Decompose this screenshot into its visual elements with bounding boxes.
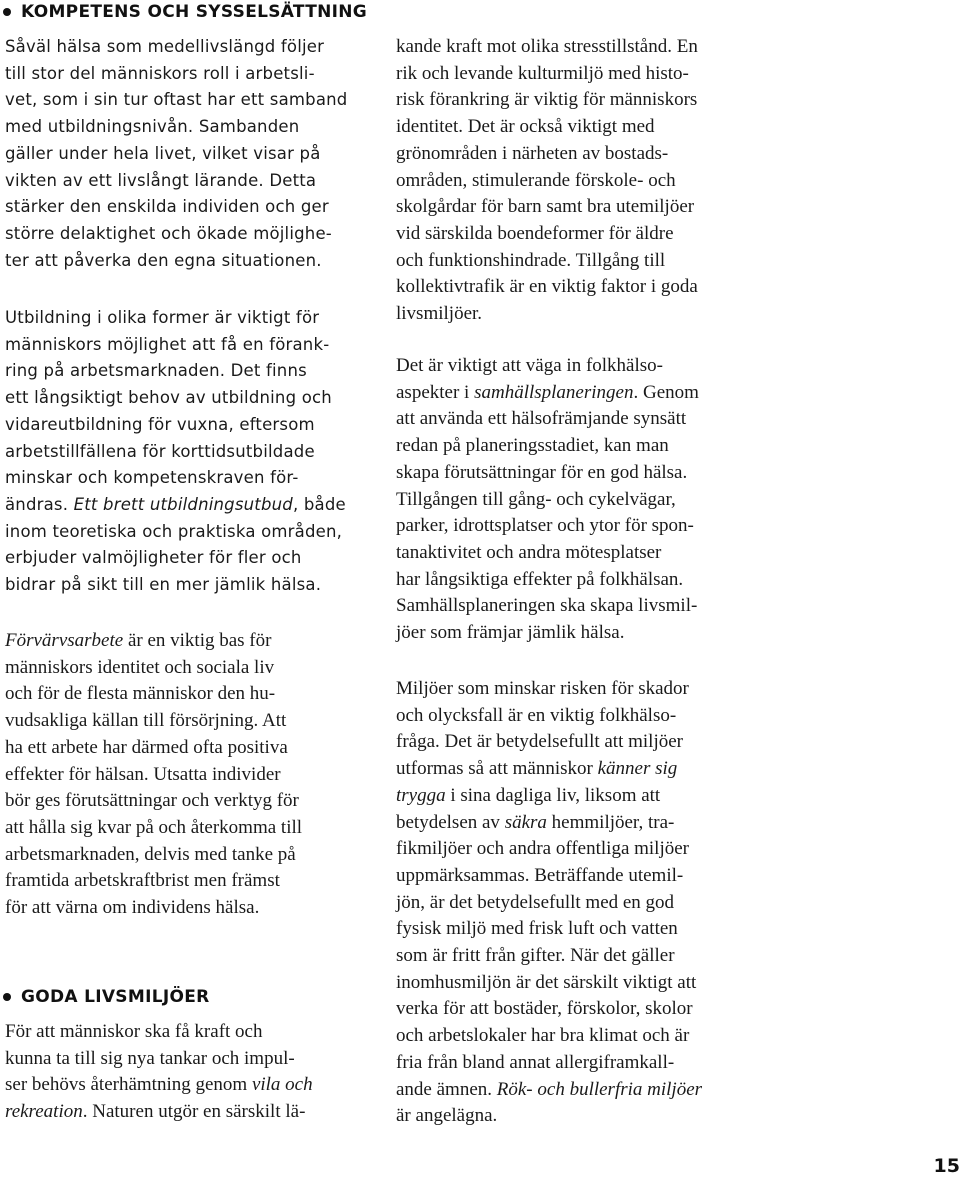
- text-line: framtida arbetskraftbrist men främst: [5, 870, 280, 892]
- text-line: större delaktighet och ökade möjlighe-: [5, 223, 332, 243]
- text-line: inomhusmiljön är det särskilt viktigt att: [396, 971, 697, 993]
- text-line: identitet. Det är också viktigt med: [396, 116, 655, 138]
- paragraph-left-1: [5, 34, 348, 274]
- italic-term: känner sig: [597, 758, 678, 780]
- bullet-icon: [3, 993, 11, 1001]
- text-line: arbetstillfällena för korttidsutbildade: [5, 441, 315, 461]
- text-line: För att människor ska få kraft och: [5, 1021, 263, 1042]
- text-line: kande kraft mot olika stresstillstånd. En: [396, 36, 698, 57]
- text-line: verka för att bostäder, förskolor, skolor: [396, 998, 693, 1020]
- paragraph-right-2: [396, 353, 699, 647]
- italic-term: Rök- och bullerfria miljöer: [496, 1078, 703, 1100]
- text-line: för att värna om individens hälsa.: [5, 897, 260, 919]
- text-run: aspekter i: [396, 381, 475, 403]
- text-line: Utbildning i olika former är viktigt för: [5, 308, 320, 327]
- text-line: och för de flesta människor den hu-: [5, 683, 276, 705]
- text-line: människors möjlighet att få en förank-: [5, 334, 330, 354]
- text-line: kunna ta till sig nya tankar och impul-: [5, 1047, 295, 1069]
- text-line: Samhällsplaneringen ska skapa livsmil-: [396, 595, 698, 617]
- text-line: som är fritt från gifter. När det gäller: [396, 945, 675, 967]
- text-line: vikten av ett livslångt lärande. Detta: [5, 170, 317, 190]
- page-number: 15: [933, 1155, 960, 1177]
- text-line: att hålla sig kvar på och återkomma till: [5, 816, 303, 838]
- text-line: Såväl hälsa som medellivslängd följer: [5, 37, 325, 56]
- text-line: och funktionshindrade. Tillgång till: [396, 249, 666, 271]
- italic-term: samhällsplaneringen: [474, 381, 634, 403]
- text-line: till stor del människors roll i arbetsli-: [5, 63, 315, 83]
- text-line: områden, stimulerande förskole- och: [396, 169, 676, 191]
- text-line: ring på arbetsmarknaden. Det finns: [5, 361, 307, 381]
- bullet-icon: [3, 8, 11, 16]
- text-line: ha ett arbete har därmed ofta positiva: [5, 736, 288, 758]
- text-line: livsmiljöer.: [396, 303, 483, 325]
- italic-term: säkra: [504, 811, 547, 833]
- text-run: ser behövs återhämtning genom: [5, 1074, 252, 1096]
- text-line: människors identitet och sociala liv: [5, 656, 275, 678]
- text-line: är angelägna.: [396, 1105, 498, 1127]
- text-line: kollektivtrafik är en viktig faktor i goda: [396, 276, 698, 298]
- paragraph-right-1: [396, 34, 698, 328]
- section-heading-livsmiljoer: [0, 985, 210, 1009]
- text-run: . Naturen utgör en särskilt lä-: [82, 1101, 306, 1123]
- text-line: fysisk miljö med frisk luft och vatten: [396, 918, 678, 940]
- text-line: fria från bland annat allergiframkall-: [396, 1051, 675, 1073]
- text-line: arbetsmarknaden, delvis med tanke på: [5, 843, 296, 865]
- text-line: vet, som i sin tur oftast har ett samband: [5, 90, 348, 110]
- text-line: inom teoretiska och praktiska områden,: [5, 521, 343, 541]
- text-line: gäller under hela livet, vilket visar på: [5, 143, 321, 163]
- text-line: [396, 756, 702, 783]
- heading-text: GODA LIVSMILJÖER: [21, 987, 210, 1007]
- text-line: och arbetslokaler har bra klimat och är: [396, 1025, 690, 1047]
- heading-text: KOMPETENS OCH SYSSELSÄTTNING: [21, 2, 368, 22]
- text-line: [5, 492, 346, 519]
- text-line: bör ges förutsättningar och verktyg för: [5, 790, 299, 812]
- text-line: [396, 1077, 702, 1104]
- text-line: fikmiljöer och andra offentliga miljöer: [396, 838, 689, 860]
- italic-term: Ett brett utbildningsutbud: [73, 494, 293, 514]
- paragraph-left-3: [5, 628, 302, 922]
- text-line: fråga. Det är betydelsefullt att miljöer: [396, 731, 683, 753]
- text-line: [5, 1072, 313, 1099]
- text-line: tanaktivitet och andra mötesplatser: [396, 541, 662, 563]
- text-line: erbjuder valmöjligheter för fler och: [5, 548, 302, 568]
- italic-term: rekreation: [5, 1101, 83, 1123]
- italic-term: trygga: [396, 784, 446, 806]
- text-line: att använda ett hälsofrämjande synsätt: [396, 408, 687, 430]
- text-line: vudsakliga källan till försörjning. Att: [5, 710, 287, 732]
- text-line: [5, 1099, 313, 1126]
- paragraph-left-4: [5, 1019, 313, 1126]
- text-line: stärker den enskilda individen och ger: [5, 197, 329, 217]
- italic-term: vila och: [251, 1074, 313, 1096]
- text-line: Det är viktigt att väga in folkhälso-: [396, 355, 663, 376]
- text-run: i sina dagliga liv, liksom att: [445, 784, 661, 806]
- text-line: redan på planeringsstadiet, kan man: [396, 435, 669, 457]
- text-line: minskar och kompetenskraven för-: [5, 468, 299, 488]
- text-line: bidrar på sikt till en mer jämlik hälsa.: [5, 575, 322, 595]
- text-line: Tillgången till gång- och cykelvägar,: [396, 488, 676, 510]
- text-run: betydelsen av: [396, 811, 505, 833]
- text-line: och olycksfall är en viktig folkhälso-: [396, 704, 677, 726]
- text-run: , både: [292, 494, 346, 514]
- text-line: uppmärksammas. Beträffande utemil-: [396, 864, 684, 886]
- text-line: vid särskilda boendeformer för äldre: [396, 222, 674, 244]
- text-line: ter att påverka den egna situationen.: [5, 250, 322, 270]
- text-line: med utbildningsnivån. Sambanden: [5, 117, 300, 137]
- paragraph-left-2: [5, 305, 346, 599]
- section-heading-kompetens: [0, 0, 367, 24]
- text-run: är en viktig bas för: [123, 630, 272, 651]
- text-run: ändras.: [5, 494, 74, 514]
- text-run: . Genom: [633, 381, 699, 403]
- text-line: ett långsiktigt behov av utbildning och: [5, 388, 332, 408]
- text-line: parker, idrottsplatser och ytor för spon-: [396, 515, 694, 537]
- text-run: utformas så att människor: [396, 758, 598, 780]
- text-line: har långsiktiga effekter på folkhälsan.: [396, 568, 684, 590]
- text-line: rik och levande kulturmiljö med histo-: [396, 62, 689, 84]
- text-line: skapa förutsättningar för en god hälsa.: [396, 461, 688, 483]
- text-line: jöer som främjar jämlik hälsa.: [396, 622, 625, 644]
- text-line: Miljöer som minskar risken för skador: [396, 678, 689, 699]
- paragraph-right-3: [396, 676, 702, 1130]
- text-line: jön, är det betydelsefullt med en god: [396, 891, 675, 913]
- text-line: effekter för hälsan. Utsatta individer: [5, 763, 281, 785]
- text-run: ande ämnen.: [396, 1078, 497, 1100]
- text-line: [396, 380, 699, 407]
- text-line: grönområden i närheten av bostads-: [396, 142, 669, 164]
- text-line: vidareutbildning för vuxna, eftersom: [5, 414, 315, 434]
- text-line: [5, 628, 302, 655]
- text-line: [396, 783, 702, 810]
- italic-term: Förvärvsarbete: [5, 630, 124, 651]
- text-line: risk förankring är viktig för människors: [396, 89, 698, 111]
- text-line: skolgårdar för barn samt bra utemiljöer: [396, 196, 695, 218]
- text-run: hemmiljöer, tra-: [546, 811, 675, 833]
- text-line: [396, 810, 702, 837]
